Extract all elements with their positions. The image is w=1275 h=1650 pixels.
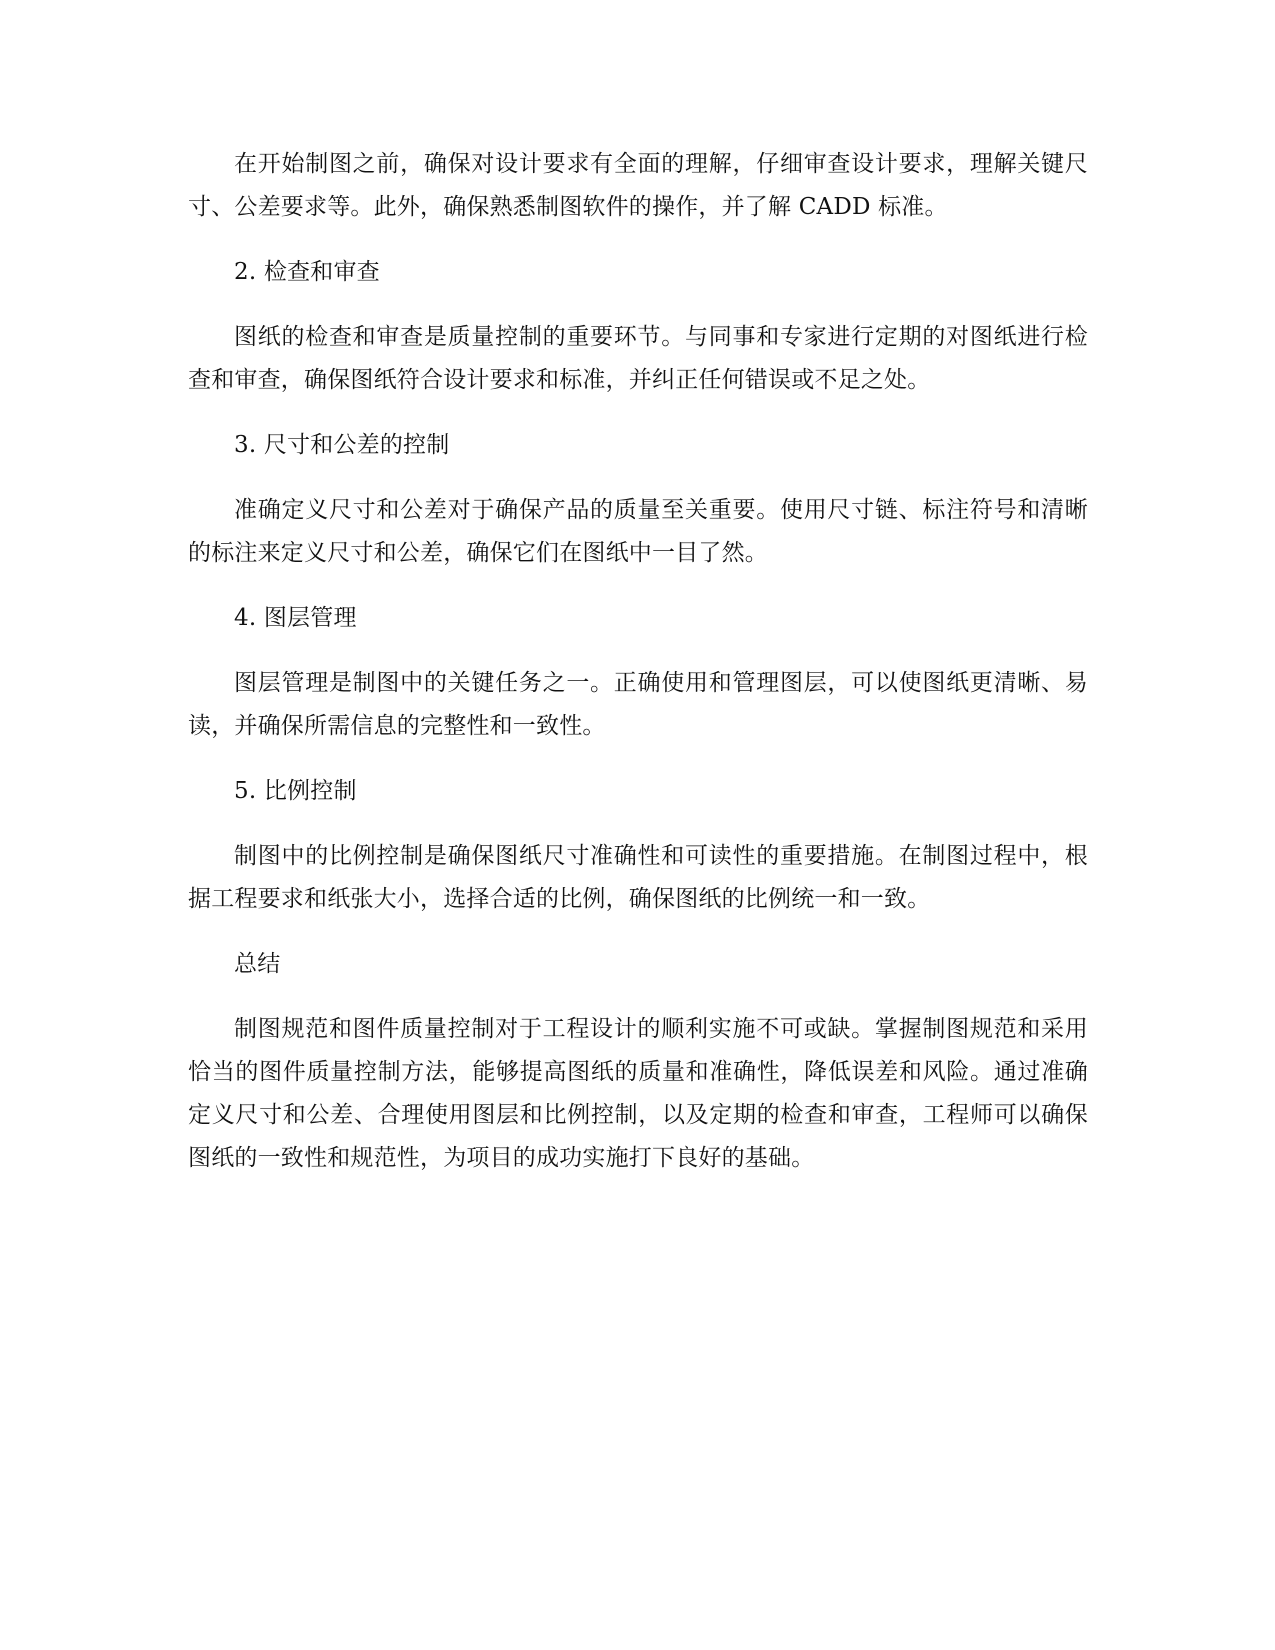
paragraph-summary: 制图规范和图件质量控制对于工程设计的顺利实施不可或缺。掌握制图规范和采用恰当的图件质量控制方法，能够提高图纸的质量和准确性，降低误差和风险。通过准确定义尺寸和公差、合理使用图层和比例控制，以及定期的检查和审查，工程师可以确保图纸的一致性和规范性，为项目的成功实施打下良好的基础。 xyxy=(188,1016,1088,1171)
paragraph-dimension-tolerance: 准确定义尺寸和公差对于确保产品的质量至关重要。使用尺寸链、标注符号和清晰的标注来定义尺寸和公差，确保它们在图纸中一目了然。 xyxy=(188,497,1088,566)
paragraph-scale-control: 制图中的比例控制是确保图纸尺寸准确性和可读性的重要措施。在制图过程中，根据工程要求和纸张大小，选择合适的比例，确保图纸的比例统一和一致。 xyxy=(188,843,1088,912)
document-body xyxy=(188,143,1088,1202)
paragraph-layer-management: 图层管理是制图中的关键任务之一。正确使用和管理图层，可以使图纸更清晰、易读，并确保所需信息的完整性和一致性。 xyxy=(188,670,1088,739)
heading-summary: 总结 xyxy=(234,951,281,977)
heading-layer-management: 4. 图层管理 xyxy=(234,605,357,631)
paragraph-preparation: 在开始制图之前，确保对设计要求有全面的理解，仔细审查设计要求，理解关键尺寸、公差要求等。此外，确保熟悉制图软件的操作，并了解 CADD 标准。 xyxy=(188,151,1088,220)
paragraph-check-and-review: 图纸的检查和审查是质量控制的重要环节。与同事和专家进行定期的对图纸进行检查和审查，确保图纸符合设计要求和标准，并纠正任何错误或不足之处。 xyxy=(188,324,1088,393)
heading-scale-control: 5. 比例控制 xyxy=(234,778,357,804)
heading-check-and-review: 2. 检查和审查 xyxy=(234,259,380,285)
heading-dimension-tolerance: 3. 尺寸和公差的控制 xyxy=(234,432,450,458)
